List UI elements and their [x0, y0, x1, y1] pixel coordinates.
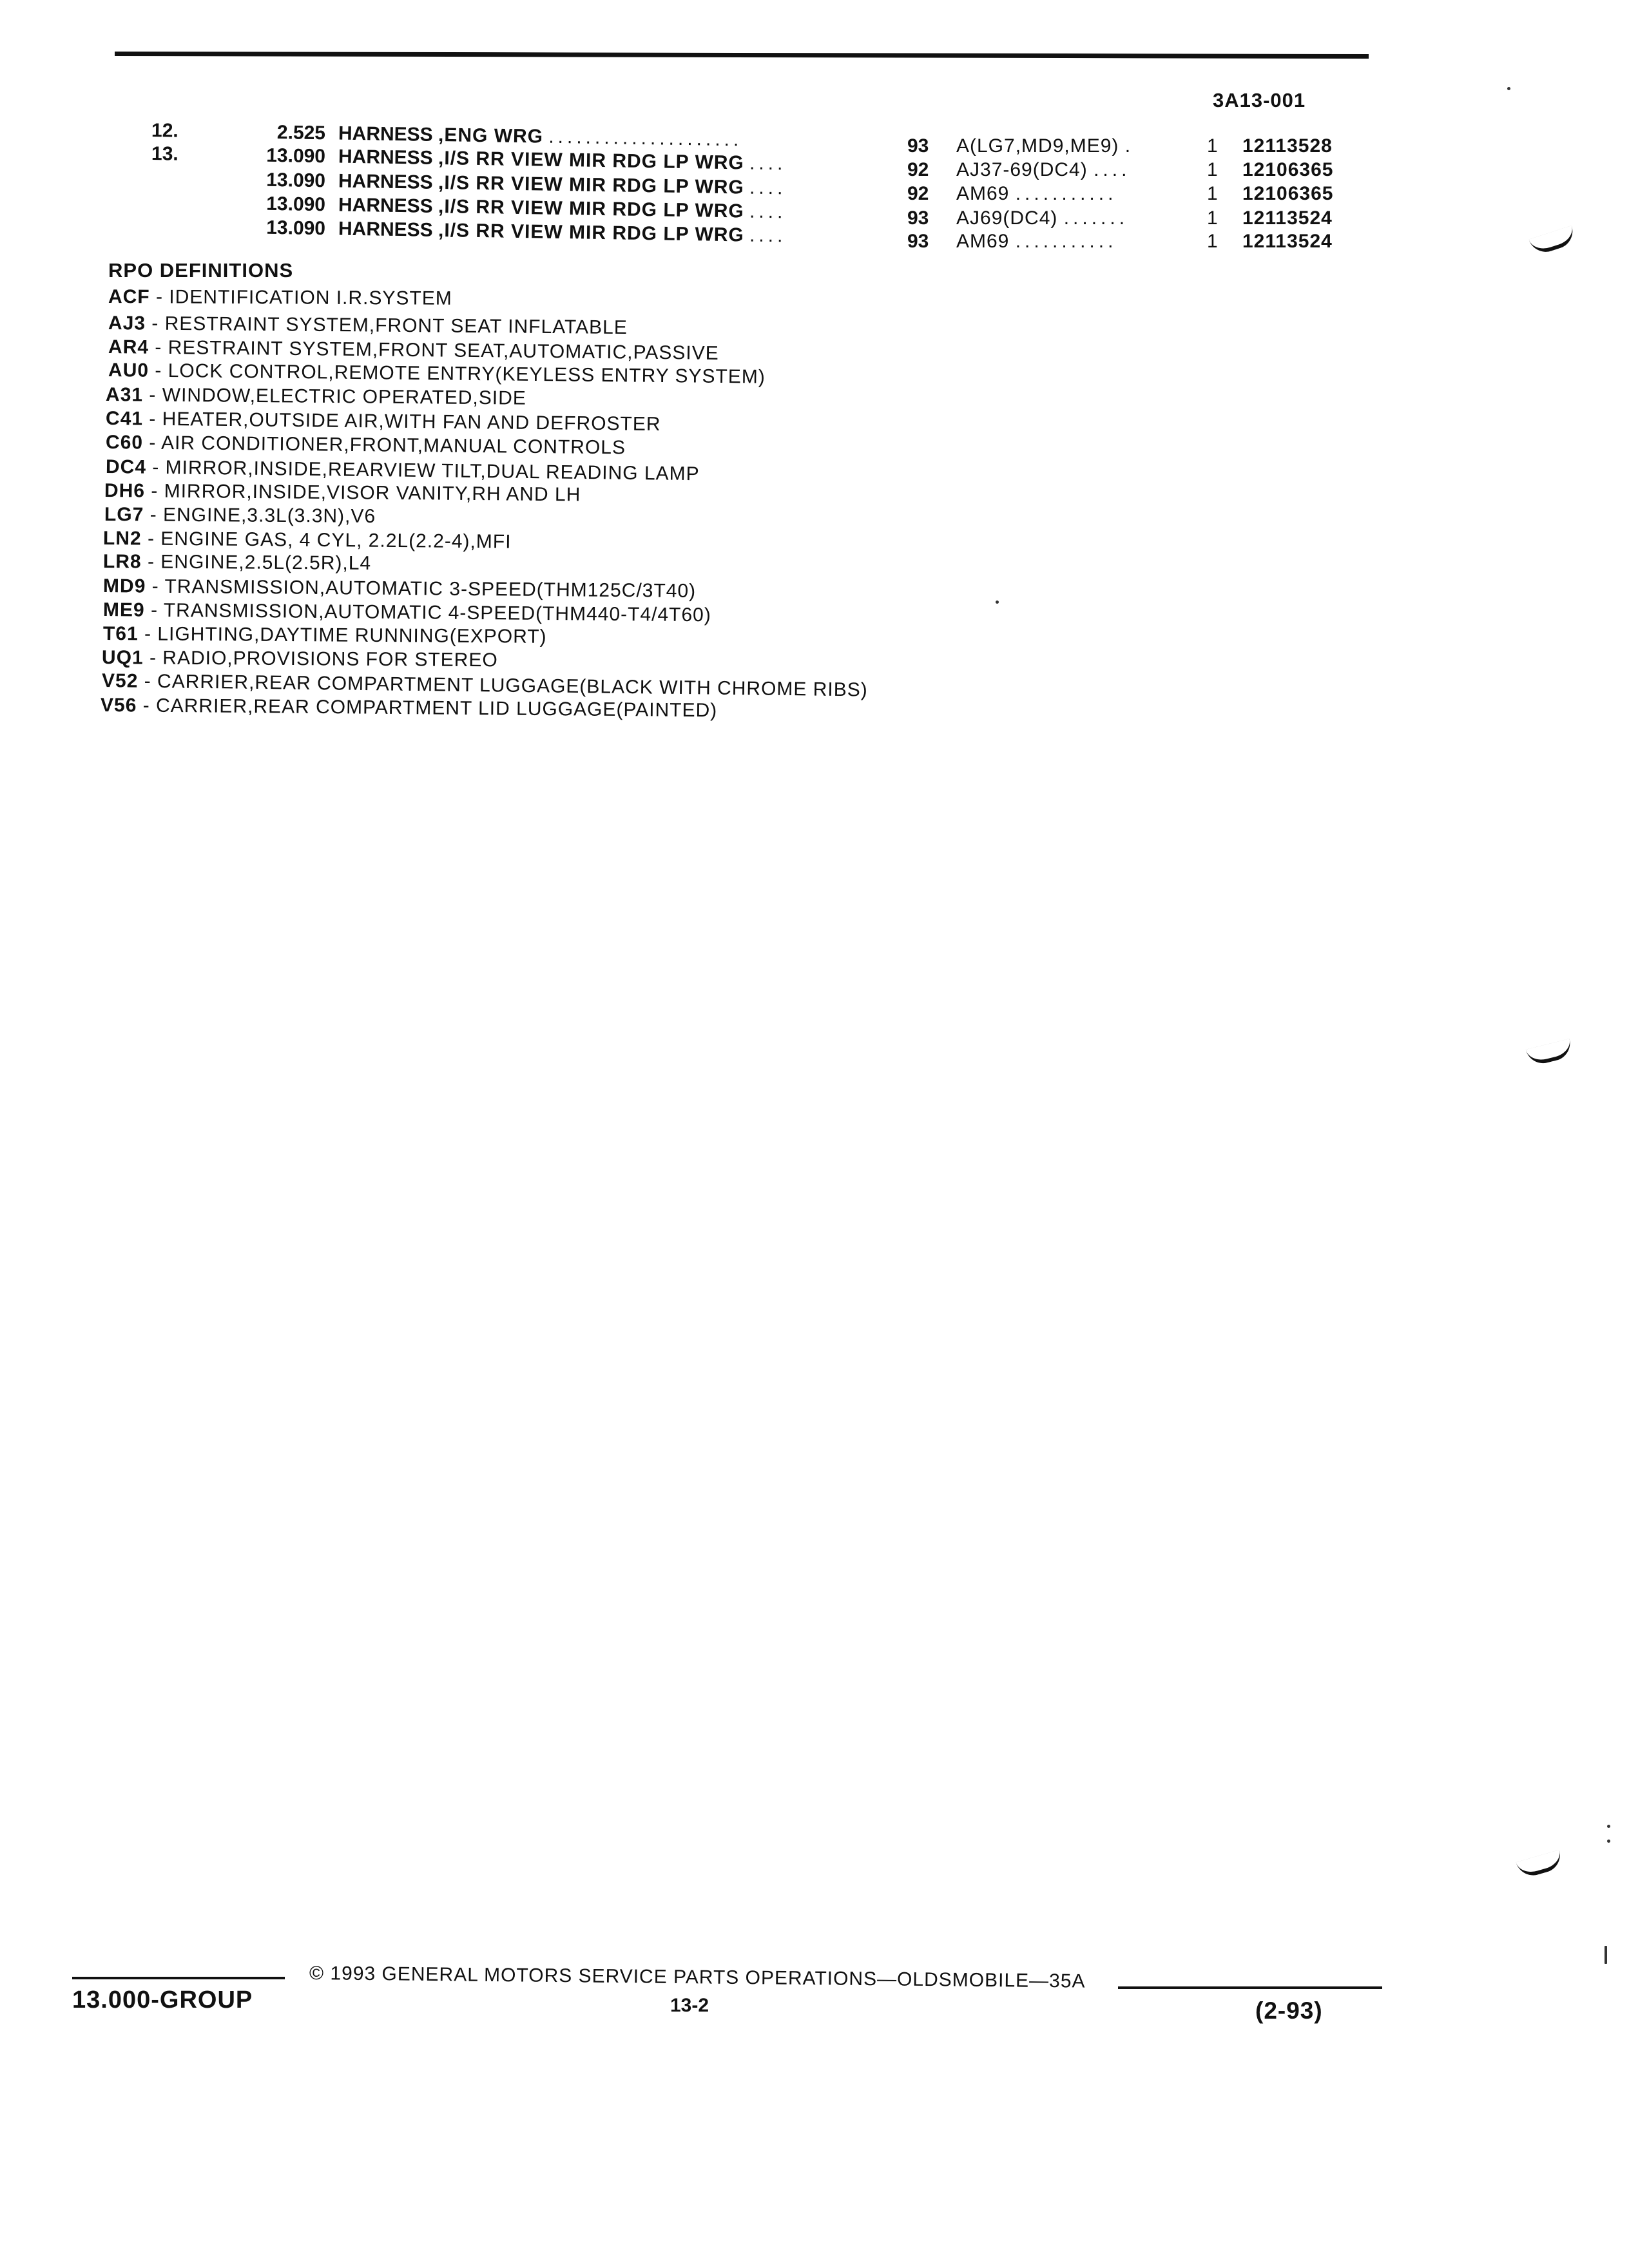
rpo-item — [103, 551, 371, 575]
rpo-text: - CARRIER,REAR COMPARTMENT LID LUGGAGE(PAINTED) — [137, 695, 718, 722]
quantity: 1 — [1207, 231, 1218, 252]
rpo-text: - AIR CONDITIONER,FRONT,MANUAL CONTROLS — [142, 432, 626, 459]
part-number: 12106365 — [1242, 159, 1334, 180]
rpo-item — [104, 480, 581, 506]
part-desc-text: ,I/S RR VIEW MIR RDG LP WRG — [438, 219, 745, 246]
rpo-text: - LIGHTING,DAYTIME RUNNING(EXPORT) — [138, 623, 547, 648]
page-number: 13-2 — [670, 1995, 709, 2016]
footer-rule — [72, 1977, 285, 1979]
item-number: 12. — [151, 120, 179, 142]
rpo-item — [103, 599, 711, 626]
scan-speck — [1607, 1825, 1610, 1828]
quantity: 1 — [1207, 135, 1218, 157]
model-year: 93 — [907, 231, 929, 252]
rpo-code: DC4 — [105, 456, 147, 478]
leader-dots: .... — [749, 152, 787, 175]
part-row — [151, 120, 743, 151]
group-number: 13.090 — [266, 193, 326, 216]
part-description — [338, 218, 787, 247]
part-number: 12113524 — [1242, 231, 1333, 252]
rpo-item — [103, 623, 547, 648]
leader-dots: ....... — [1063, 207, 1129, 229]
rpo-item — [106, 384, 526, 410]
rpo-title: RPO DEFINITIONS — [108, 259, 294, 282]
part-keyword: HARNESS — [338, 146, 433, 169]
rpo-code: ME9 — [102, 599, 145, 621]
rpo-text: - MIRROR,INSIDE,VISOR VANITY,RH AND LH — [144, 480, 581, 506]
rpo-code: V52 — [101, 670, 139, 692]
rpo-item — [101, 695, 718, 722]
page-code: 3A13-001 — [1213, 89, 1306, 111]
scan-speck — [1605, 1946, 1607, 1964]
binder-hole-mark — [1526, 1039, 1574, 1067]
binder-hole-mark — [1528, 226, 1577, 256]
rpo-code: C41 — [105, 408, 144, 430]
rpo-code: MD9 — [102, 575, 146, 597]
group-number: 13.090 — [266, 144, 326, 168]
part-keyword: HARNESS — [338, 122, 433, 146]
application-text: AJ69(DC4) — [956, 207, 1058, 229]
item-number — [151, 191, 203, 192]
rpo-code: C60 — [105, 432, 144, 454]
part-row — [151, 191, 787, 223]
rpo-item — [103, 528, 512, 553]
item-number — [151, 215, 203, 216]
rpo-text: - LOCK CONTROL,REMOTE ENTRY(KEYLESS ENTRY SYSTEM) — [148, 360, 766, 388]
scan-speck — [1507, 87, 1510, 90]
part-keyword: HARNESS — [338, 218, 433, 241]
part-row — [151, 168, 787, 199]
leader-dots: ........... — [1015, 183, 1117, 204]
rpo-text: - CARRIER,REAR COMPARTMENT LUGGAGE(BLACK WITH CHROME RIBS) — [138, 670, 868, 701]
binder-hole-mark — [1516, 1850, 1564, 1879]
application — [956, 183, 1117, 205]
leader-dots: ..................... — [548, 126, 743, 151]
leader-dots: . — [1124, 135, 1135, 157]
rpo-item — [106, 408, 661, 436]
part-row — [151, 215, 787, 247]
rpo-text: - HEATER,OUTSIDE AIR,WITH FAN AND DEFROSTER — [142, 408, 661, 436]
rpo-text: - TRANSMISSION,AUTOMATIC 4-SPEED(THM440-T4/4T60) — [144, 599, 711, 626]
part-keyword: HARNESS — [338, 170, 433, 193]
top-rule — [115, 52, 1369, 59]
rpo-text: - ENGINE GAS, 4 CYL, 2.2L(2.2-4),MFI — [141, 528, 512, 553]
rpo-text: - ENGINE,2.5L(2.5R),L4 — [141, 551, 372, 574]
part-number: 12113528 — [1242, 135, 1333, 157]
part-number: 12106365 — [1242, 183, 1334, 204]
rpo-code: UQ1 — [101, 647, 144, 669]
rpo-item — [106, 432, 626, 459]
leader-dots: .... — [1094, 159, 1131, 180]
part-desc-text: ,I/S RR VIEW MIR RDG LP WRG — [438, 147, 745, 174]
application — [956, 135, 1134, 157]
rpo-code: AU0 — [108, 360, 149, 381]
rpo-text: - RESTRAINT SYSTEM,FRONT SEAT,AUTOMATIC,PASSIVE — [148, 336, 719, 364]
rpo-code: DH6 — [104, 480, 146, 502]
part-row — [151, 143, 787, 175]
rpo-code: AR4 — [108, 336, 149, 358]
model-year: 92 — [907, 183, 929, 204]
application-text: AJ37-69(DC4) — [956, 159, 1088, 180]
model-year: 93 — [907, 135, 929, 157]
leader-dots: ........... — [1015, 231, 1117, 252]
rpo-item — [108, 312, 628, 339]
model-year: 93 — [907, 207, 929, 229]
rpo-code: LR8 — [102, 551, 142, 573]
application-text: AM69 — [956, 231, 1010, 252]
rpo-text: - WINDOW,ELECTRIC OPERATED,SIDE — [142, 384, 526, 409]
group-number: 2.525 — [276, 122, 326, 144]
rpo-text: - RESTRAINT SYSTEM,FRONT SEAT INFLATABLE — [145, 312, 628, 339]
quantity: 1 — [1207, 159, 1218, 180]
part-desc-text: ,I/S RR VIEW MIR RDG LP WRG — [438, 171, 745, 198]
footer-date: (2-93) — [1255, 1997, 1323, 2024]
footer-rule — [1118, 1986, 1382, 1989]
quantity: 1 — [1207, 207, 1218, 229]
rpo-text: - RADIO,PROVISIONS FOR STEREO — [143, 647, 498, 671]
footer-group: 13.000-GROUP — [72, 1986, 253, 2013]
group-number: 13.090 — [266, 169, 326, 192]
rpo-item — [108, 286, 452, 310]
rpo-item — [104, 504, 376, 528]
part-keyword: HARNESS — [338, 194, 433, 217]
rpo-code: LG7 — [104, 504, 144, 526]
footer-copyright: © 1993 GENERAL MOTORS SERVICE PARTS OPERATIONS—OLDSMOBILE—35A — [309, 1963, 1086, 1992]
application-text: A(LG7,MD9,ME9) — [956, 135, 1119, 157]
leader-dots: .... — [749, 224, 787, 247]
item-number: 13. — [151, 143, 179, 165]
application — [956, 207, 1128, 229]
scan-speck — [996, 601, 999, 604]
application — [956, 159, 1130, 181]
part-number: 12113524 — [1242, 207, 1333, 229]
part-desc-text: ,I/S RR VIEW MIR RDG LP WRG — [438, 195, 745, 222]
rpo-item — [103, 575, 696, 602]
application-text: AM69 — [956, 183, 1010, 204]
rpo-text: - TRANSMISSION,AUTOMATIC 3-SPEED(THM125C/3T40) — [146, 575, 697, 602]
part-desc-text: ,ENG WRG — [438, 124, 544, 148]
model-year: 92 — [907, 159, 929, 180]
application — [956, 231, 1117, 253]
rpo-code: LN2 — [102, 528, 142, 550]
rpo-text: - IDENTIFICATION I.R.SYSTEM — [149, 286, 452, 309]
rpo-code: V56 — [100, 695, 137, 716]
rpo-code: A31 — [105, 384, 144, 406]
rpo-code: T61 — [102, 623, 139, 645]
leader-dots: .... — [749, 177, 787, 199]
leader-dots: .... — [749, 200, 787, 223]
rpo-code: ACF — [108, 286, 150, 308]
group-number: 13.090 — [266, 216, 326, 240]
rpo-item — [102, 647, 498, 671]
quantity: 1 — [1207, 183, 1218, 204]
rpo-code: AJ3 — [108, 312, 146, 334]
rpo-text: - MIRROR,INSIDE,REARVIEW TILT,DUAL READING LAMP — [146, 456, 700, 485]
rpo-text: - ENGINE,3.3L(3.3N),V6 — [144, 504, 376, 527]
scan-speck — [1607, 1840, 1610, 1843]
